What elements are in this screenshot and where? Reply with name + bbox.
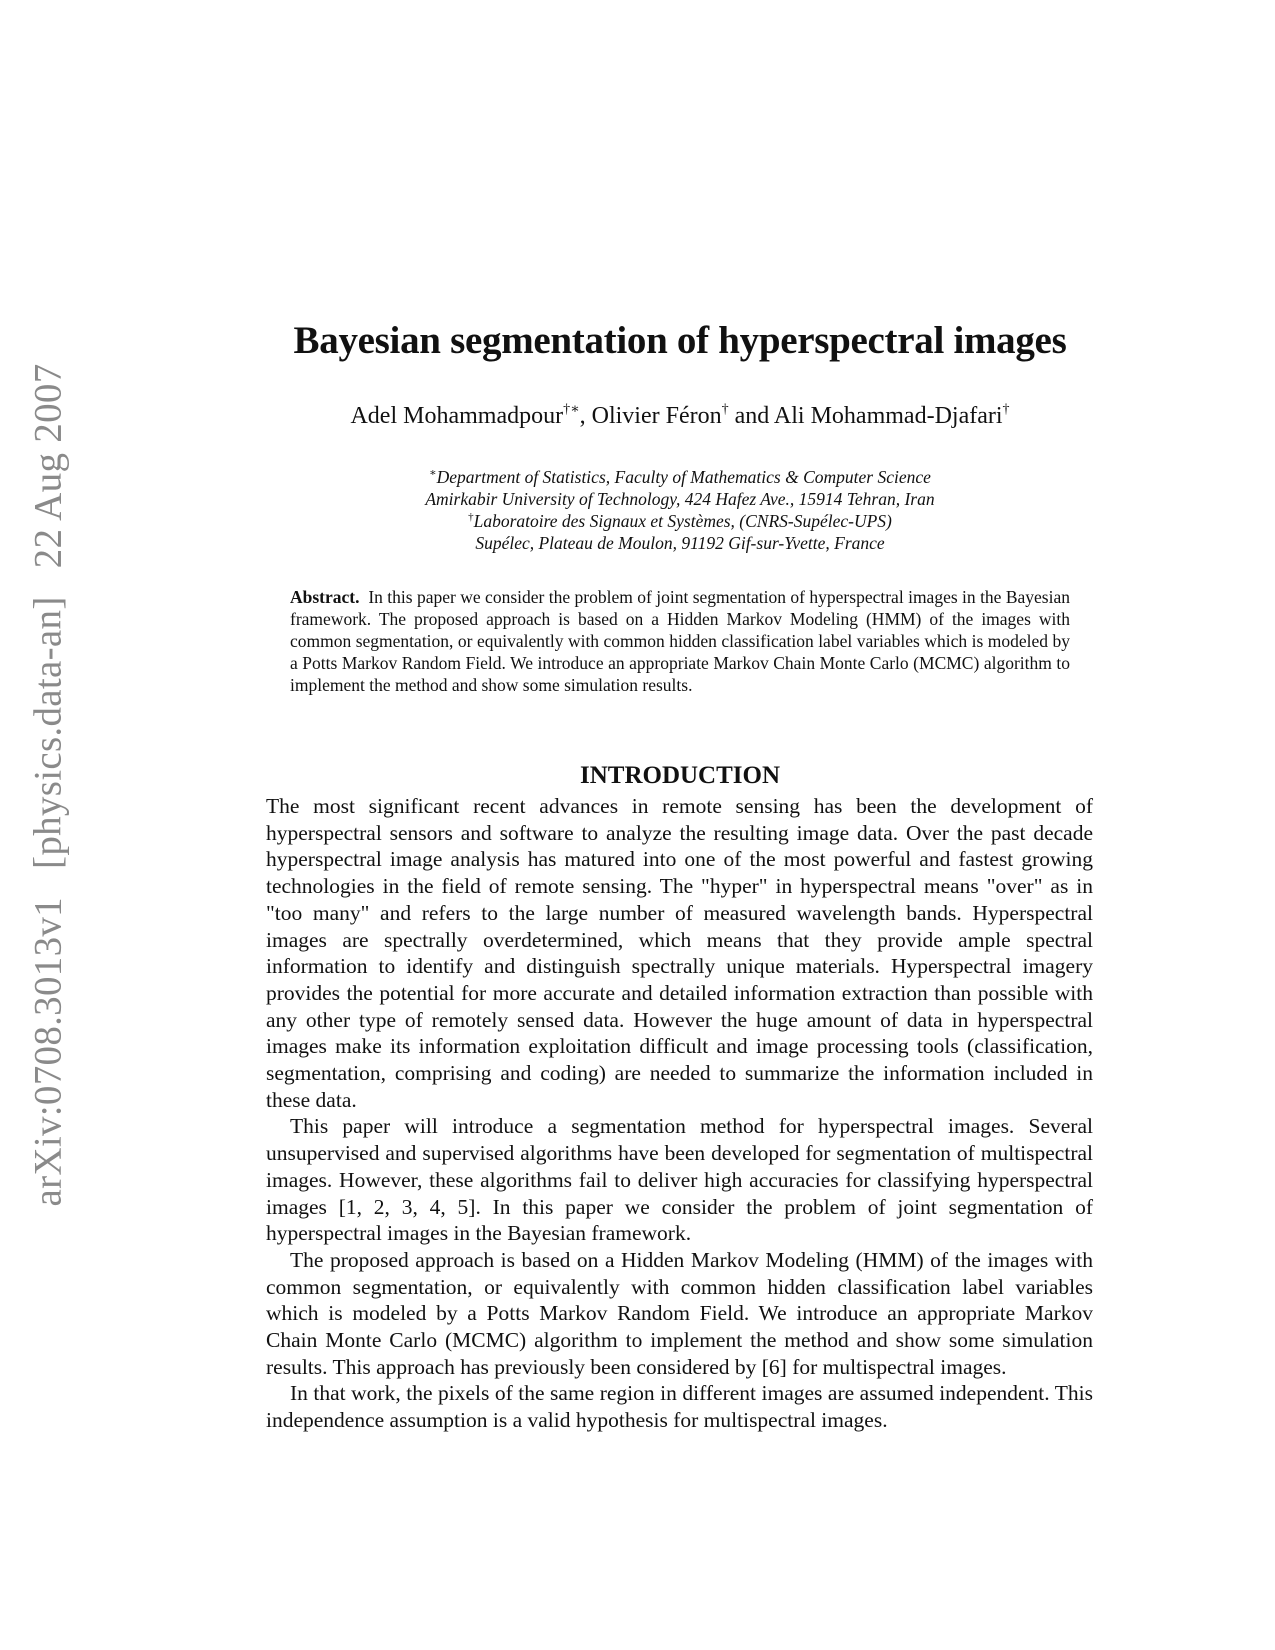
author-name: Olivier Féron bbox=[591, 403, 722, 429]
affiliation-text: Amirkabir University of Technology, 424 Hafez Ave., 15914 Tehran, Iran bbox=[425, 489, 935, 509]
body-paragraph: This paper will introduce a segmentation method for hyperspectral images. Several unsupervised and supervised algorithms have been developed for segmentation of multispectral images. However, these algorithms fail to deliver high accuracies for classifying hyperspectral images [1, 2, 3, 4, 5]. In this paper we consider the problem of joint segmentation of hyperspectral images in the Bayesian framework. bbox=[266, 1114, 1093, 1246]
author-separator: and bbox=[728, 403, 774, 429]
body-paragraph: The proposed approach is based on a Hidden Markov Modeling (HMM) of the images with common segmentation, or equivalently with common hidden classification label variables which is modeled by a Potts Markov Random Field. We introduce an appropriate Markov Chain Monte Carlo (MCMC) algorithm to implement the method and show some simulation results. This approach has previously been considered by [6] for multispectral images. bbox=[266, 1247, 1093, 1379]
section-heading-introduction: INTRODUCTION bbox=[579, 762, 781, 789]
author-separator: , bbox=[579, 403, 592, 429]
author-list bbox=[0, 403, 1275, 430]
affiliation-text: Laboratoire des Signaux et Systèmes, (CNRS-Supélec-UPS) bbox=[473, 511, 892, 531]
author-affiliation-mark: † bbox=[721, 402, 729, 417]
paper-title: Bayesian segmentation of hyperspectral images bbox=[293, 319, 1067, 362]
abstract-label: Abstract. bbox=[290, 587, 360, 607]
affiliations bbox=[0, 466, 1275, 554]
introduction-body bbox=[266, 793, 1093, 1434]
arxiv-date: 22 Aug 2007 bbox=[26, 363, 70, 569]
affiliation-mark: ∗ bbox=[429, 467, 437, 479]
affiliation-mark: † bbox=[468, 511, 474, 523]
author-name: Adel Mohammadpour bbox=[350, 403, 564, 429]
affiliation-text: Supélec, Plateau de Moulon, 91192 Gif-sur-Yvette, France bbox=[475, 533, 885, 553]
arxiv-category: [physics.data-an] bbox=[26, 596, 70, 869]
affiliation-text: Department of Statistics, Faculty of Mathematics & Computer Science bbox=[436, 467, 931, 487]
author-affiliation-mark: †∗ bbox=[563, 402, 580, 417]
affiliation-line bbox=[0, 488, 1275, 510]
author-affiliation-mark: † bbox=[1002, 402, 1010, 417]
affiliation-line bbox=[0, 466, 1275, 488]
affiliation-line bbox=[0, 532, 1275, 554]
abstract-text: In this paper we consider the problem of joint segmentation of hyperspectral images in the Bayesian framework. The proposed approach is based on a Hidden Markov Modeling (HMM) of the images with common segmentation, or equivalently with common hidden classification label variables which is modeled by a Potts Markov Random Field. We introduce an appropriate Markov Chain Monte Carlo (MCMC) algorithm to implement the method and show some simulation results. bbox=[290, 587, 1070, 695]
affiliation-line bbox=[0, 510, 1275, 532]
author-name: Ali Mohammad-Djafari bbox=[773, 403, 1003, 429]
body-paragraph: In that work, the pixels of the same region in different images are assumed independent. This independence assumption is a valid hypothesis for multispectral images. bbox=[266, 1381, 1093, 1433]
arxiv-id: arXiv:0708.3013v1 bbox=[26, 897, 70, 1207]
abstract bbox=[290, 586, 1070, 696]
body-paragraph: The most significant recent advances in remote sensing has been the development of hyperspectral sensors and software to analyze the resulting image data. Over the past decade hyperspectral image analysis has matured into one of the most powerful and fastest growing technologies in the field of remote sensing. The "hyper" in hyperspectral means "over" as in "too many" and refers to the large number of measured wavelength bands. Hyperspectral images are spectrally overdetermined, which means that they provide ample spectral information to identify and distinguish spectrally unique materials. Hyperspectral imagery provides the potential for more accurate and detailed information extraction than possible with any other type of remotely sensed data. However the huge amount of data in hyperspectral images make its information exploitation difficult and image processing tools (classification, segmentation, comprising and coding) are needed to summarize the information included in these data. bbox=[266, 794, 1093, 1112]
